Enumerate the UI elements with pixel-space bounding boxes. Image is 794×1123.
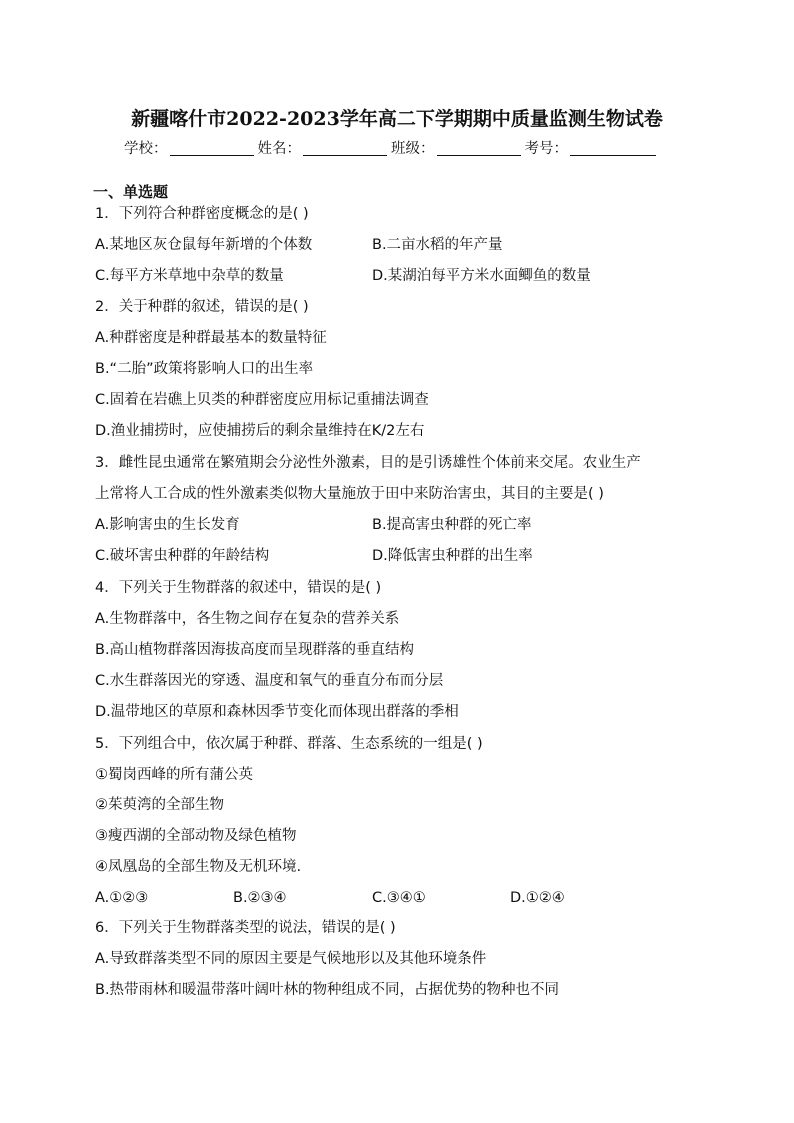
question-2-option-b: B.“二胎”政策将影响人口的出生率 xyxy=(95,361,314,377)
question-6-option-b: B.热带雨林和暖温带落叶阔叶林的物种组成不同，占据优势的物种也不同 xyxy=(95,982,560,998)
class-label: 班级： xyxy=(391,141,435,157)
question-4-option-a: A.生物群落中，各生物之间存在复杂的营养关系 xyxy=(95,611,400,627)
class-blank[interactable] xyxy=(437,141,521,156)
question-3-option-c: C.破坏害虫种群的年龄结构 xyxy=(95,548,270,564)
question-5-item-1: ①蜀岗西峰的所有蒲公英 xyxy=(95,767,253,783)
question-3-option-b: B.提高害虫种群的死亡率 xyxy=(372,517,532,533)
school-label: 学校： xyxy=(124,141,168,157)
name-blank[interactable] xyxy=(303,141,387,156)
question-2-stem: 2．关于种群的叙述，错误的是( ) xyxy=(95,299,309,315)
question-5-item-2: ②茱萸湾的全部生物 xyxy=(95,797,224,813)
name-label: 姓名： xyxy=(257,141,301,157)
question-1-option-d: D.某湖泊每平方米水面鲫鱼的数量 xyxy=(372,268,591,284)
question-1-option-c: C.每平方米草地中杂草的数量 xyxy=(95,268,284,284)
question-5-option-c: C.③④① xyxy=(372,890,426,906)
question-5-item-4: ④凤凰岛的全部生物及无机环境. xyxy=(95,859,302,875)
question-2-option-a: A.种群密度是种群最基本的数量特征 xyxy=(95,330,327,346)
question-3-option-a: A.影响害虫的生长发育 xyxy=(95,517,240,533)
number-label: 考号： xyxy=(524,141,568,157)
question-4-option-d: D.温带地区的草原和森林因季节变化而体现出群落的季相 xyxy=(95,704,459,720)
question-6-stem: 6．下列关于生物群落类型的说法，错误的是( ) xyxy=(95,920,396,936)
question-3-stem-line-2: 上常将人工合成的性外激素类似物大量施放于田中来防治害虫，其目的主要是( ) xyxy=(95,486,604,502)
question-1-stem: 1．下列符合种群密度概念的是( ) xyxy=(95,206,309,222)
student-info-row xyxy=(124,137,684,158)
question-6-option-a: A.导致群落类型不同的原因主要是气候地形以及其他环境条件 xyxy=(95,951,487,967)
number-blank[interactable] xyxy=(570,141,656,156)
question-5-option-d: D.①②④ xyxy=(510,890,565,906)
school-blank[interactable] xyxy=(170,141,254,156)
question-5-option-a: A.①②③ xyxy=(95,890,149,906)
question-4-option-c: C.水生群落因光的穿透、温度和氧气的垂直分布而分层 xyxy=(95,673,444,689)
question-4-stem: 4．下列关于生物群落的叙述中，错误的是( ) xyxy=(95,580,382,596)
question-1-option-a: A.某地区灰仓鼠每年新增的个体数 xyxy=(95,237,313,253)
question-5-stem: 5．下列组合中，依次属于种群、群落、生态系统的一组是( ) xyxy=(95,736,483,752)
question-1-option-b: B.二亩水稻的年产量 xyxy=(372,237,503,253)
question-2-option-d: D.渔业捕捞时，应使捕捞后的剩余量维持在K/2左右 xyxy=(95,423,425,439)
question-2-option-c: C.固着在岩礁上贝类的种群密度应用标记重捕法调查 xyxy=(95,392,429,408)
section-heading: 一、单选题 xyxy=(93,183,169,201)
question-5-option-b: B.②③④ xyxy=(233,890,287,906)
question-4-option-b: B.高山植物群落因海拔高度而呈现群落的垂直结构 xyxy=(95,642,415,658)
exam-title: 新疆喀什市2022-2023学年高二下学期期中质量监测生物试卷 xyxy=(131,108,663,130)
question-5-item-3: ③瘦西湖的全部动物及绿色植物 xyxy=(95,828,297,844)
question-3-option-d: D.降低害虫种群的出生率 xyxy=(372,548,533,564)
question-3-stem-line-1: 3．雌性昆虫通常在繁殖期会分泌性外激素，目的是引诱雄性个体前来交尾。农业生产 xyxy=(95,455,641,471)
